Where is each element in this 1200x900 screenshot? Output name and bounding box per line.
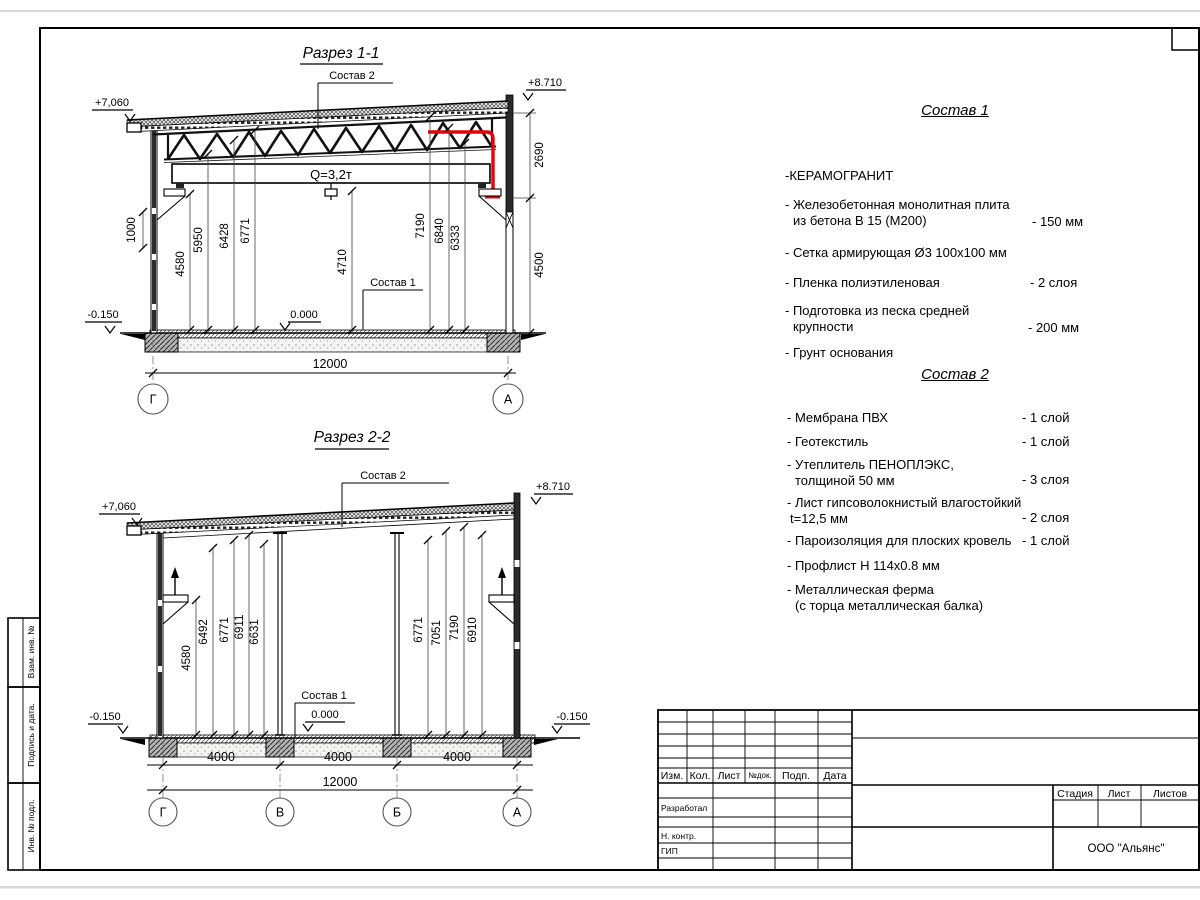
materials1-title: Состав 1 — [921, 102, 989, 119]
sostav1-leader-label-2: Состав 1 — [301, 690, 347, 702]
sostav2-leader-label: Состав 2 — [329, 70, 375, 82]
dim2-6771L: 6771 — [219, 617, 231, 643]
brackets — [163, 567, 514, 624]
material-item: - Сетка армирующая Ø3 100х100 мм — [785, 245, 1007, 260]
stamp-inv-podl: Инв. № подл. — [26, 799, 36, 853]
height-dimension-labels-2 — [181, 615, 479, 671]
row-razrabotal: Разработал — [661, 803, 708, 813]
dim2-7051: 7051 — [431, 620, 443, 646]
axis-bubbles-2 — [149, 798, 531, 826]
material-item: - Лист гипсоволокнистый влагостойкий t=12,5 мм — [787, 495, 1022, 526]
height-dimensions — [143, 113, 536, 333]
roof-edge-cap — [127, 526, 141, 535]
axis-a: А — [503, 392, 513, 407]
dim-1000: 1000 — [126, 217, 138, 243]
row-gip: ГИП — [661, 846, 678, 856]
title-block — [658, 710, 1199, 870]
material-item: - Пароизоляция для плоских кровель — [787, 533, 1012, 548]
col-ndok: №док. — [748, 771, 772, 780]
dim2-6910: 6910 — [467, 617, 479, 643]
col-stadiya: Стадия — [1057, 788, 1093, 800]
company-name: ООО "Альянс" — [1087, 843, 1165, 855]
dim2-4000b: 4000 — [324, 750, 352, 764]
col-list: Лист — [717, 770, 741, 782]
material-item: - Грунт основания — [785, 345, 894, 360]
wall-right-2 — [514, 493, 520, 738]
elev2-7060: +7,060 — [102, 501, 136, 513]
section-2-2 — [88, 429, 590, 826]
col-izm: Изм. — [660, 770, 684, 782]
axis2-b: Б — [392, 805, 402, 820]
crane-beam — [172, 164, 490, 200]
stamp-vzam-inv: Взам. инв. № — [26, 625, 36, 679]
wall-left — [151, 127, 157, 333]
material-item: - Профлист Н 114х0.8 мм — [787, 558, 940, 573]
dim2-12000: 12000 — [322, 775, 358, 789]
material-item: - Металлическая ферма (с торца металлическая балка) — [787, 582, 984, 613]
height-dimension-labels — [126, 142, 546, 278]
dim2-6771R: 6771 — [413, 617, 425, 643]
dim-2690: 2690 — [534, 142, 546, 168]
elev2-0000: 0.000 — [311, 709, 339, 721]
dim-7190: 7190 — [415, 213, 427, 239]
side-stamp-column — [8, 618, 40, 870]
dim2-6492: 6492 — [198, 619, 210, 645]
material-item: - Утеплитель ПЕНОПЛЭКС, толщиной 50 мм — [787, 457, 954, 488]
foundation-pad — [487, 333, 520, 352]
dim-4710: 4710 — [337, 249, 349, 275]
material-item: - Пленка полиэтиленовая — [785, 275, 940, 290]
dim-4580: 4580 — [175, 251, 187, 277]
material-value: - 1 слой — [1022, 410, 1070, 425]
foundation-pad — [145, 333, 178, 352]
col-list2: Лист — [1107, 788, 1131, 800]
material-value: - 1 слой — [1022, 434, 1070, 449]
wall-right — [506, 95, 513, 333]
dim-6333: 6333 — [450, 225, 462, 251]
row-nkontr: Н. контр. — [661, 831, 697, 841]
roof-edge-cap — [127, 123, 141, 132]
section1-title: Разрез 1-1 — [302, 45, 380, 62]
dim2-4000a: 4000 — [207, 750, 235, 764]
material-value: - 1 слой — [1022, 533, 1070, 548]
stamp-podpis-data: Подпись и дата. — [26, 703, 36, 767]
crane-load-label: Q=3,2т — [310, 167, 352, 182]
elev-8710: +8.710 — [528, 77, 562, 89]
col-data: Дата — [823, 770, 847, 782]
material-item: - Подготовка из песка средней крупности — [785, 303, 970, 334]
axis2-a: А — [512, 805, 522, 820]
axis-g: Г — [149, 392, 157, 407]
material-item: - Мембрана ПВХ — [787, 410, 888, 425]
dim-6840: 6840 — [434, 218, 446, 244]
wall-left-2 — [157, 529, 163, 738]
axis2-g: Г — [159, 805, 167, 820]
elev-0000: 0.000 — [290, 309, 318, 321]
dim2-4580: 4580 — [181, 645, 193, 671]
dim-6771: 6771 — [240, 218, 252, 244]
corbels — [157, 189, 506, 220]
interior-columns — [273, 533, 404, 735]
sostav1-leader-label: Состав 1 — [370, 277, 416, 289]
col-listov: Листов — [1152, 788, 1188, 800]
material-value: - 2 слоя — [1022, 510, 1070, 525]
dim2-4000c: 4000 — [443, 750, 471, 764]
sostav2-leader-label-2: Состав 2 — [360, 470, 406, 482]
dim2-6911: 6911 — [234, 614, 246, 640]
material-item: - Геотекстиль — [787, 434, 869, 449]
material-value: - 200 мм — [1028, 320, 1080, 335]
dim-6428: 6428 — [219, 223, 231, 249]
dim2-6631: 6631 — [249, 619, 261, 645]
material-value: - 3 слоя — [1022, 472, 1070, 487]
section2-title: Разрез 2-2 — [313, 429, 391, 446]
dim2-7190: 7190 — [449, 615, 461, 641]
dim-5950: 5950 — [193, 227, 205, 253]
elev2-minus-left: -0.150 — [89, 711, 121, 723]
axis-bubbles — [138, 384, 523, 414]
format-stamp-box — [1172, 28, 1199, 50]
elev-minus-0150: -0.150 — [87, 309, 119, 321]
material-value: - 2 слоя — [1030, 275, 1078, 290]
materials2-title: Состав 2 — [921, 366, 989, 383]
elev-7060: +7,060 — [95, 97, 129, 109]
roof-2-2 — [127, 503, 514, 538]
material-item: -КЕРАМОГРАНИТ — [785, 168, 894, 183]
crane-hook — [325, 189, 337, 196]
col-podp: Подп. — [782, 770, 810, 782]
elev2-minus-right: -0.150 — [556, 711, 588, 723]
dim-12000: 12000 — [312, 357, 348, 371]
dim-4500: 4500 — [534, 252, 546, 278]
material-value: - 150 мм — [1032, 214, 1084, 229]
elev2-8710: +8.710 — [536, 481, 570, 493]
section-1-1 — [85, 45, 566, 414]
material-item: - Железобетонная монолитная плита из бетона В 15 (М200) — [785, 197, 1010, 228]
col-kol: Кол. — [689, 770, 711, 782]
axis2-v: В — [275, 805, 285, 820]
